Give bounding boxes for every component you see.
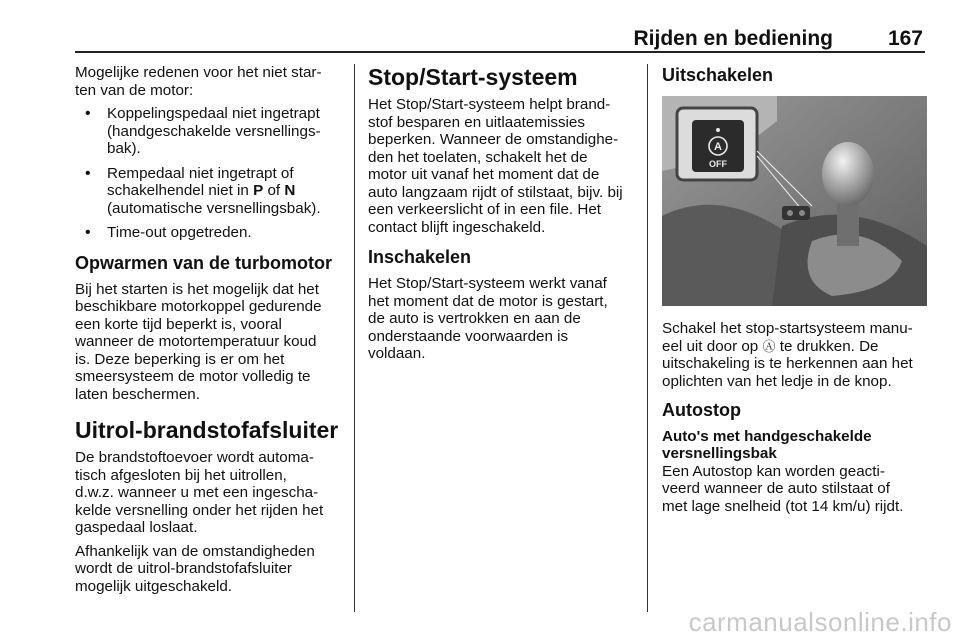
disable-paragraph xyxy=(662,320,927,390)
column-1 xyxy=(75,64,343,601)
text-line: beschikbare motorkoppel gedurende xyxy=(75,298,322,315)
text-line: contact blijft ingeschakeld. xyxy=(368,218,546,236)
fuel-paragraph-1 xyxy=(75,449,343,537)
intro-paragraph xyxy=(75,64,343,99)
text-line: smeersysteem de motor volledig te xyxy=(75,368,311,385)
text-line: Bij het starten is het mogelijk dat het xyxy=(75,280,319,298)
text-line: • Koppelingspedaal niet ingetrapt xyxy=(107,105,320,122)
text-line: stof besparen en uitlaatemissies xyxy=(368,113,585,131)
page-header xyxy=(75,0,925,52)
section-heading: Opwarmen van de turbomotor xyxy=(75,252,333,273)
text-line: auto langzaam rijdt of stilstaat, bijv. bij xyxy=(368,183,623,201)
text-line: kelde versnelling onder het rijden het xyxy=(75,501,324,519)
header-title: Rijden en bediening xyxy=(633,27,833,50)
text-line: Afhankelijk van de omstandigheden xyxy=(75,542,315,560)
gear-p-label: P xyxy=(253,182,264,199)
enable-paragraph xyxy=(368,275,636,363)
section-heading: Uitrol-brandstofafsluiter xyxy=(75,417,339,443)
list-item xyxy=(75,105,343,158)
text-line: een korte tijd beperkt is, vooral xyxy=(75,315,282,333)
gear-n-label: N xyxy=(284,182,296,199)
text-line: met lage snelheid (tot 14 km/u) rijdt. xyxy=(662,497,904,515)
text-run: schakelhendel niet in xyxy=(107,182,254,199)
column-2 xyxy=(368,64,636,369)
text-line: versnellingsbak xyxy=(662,445,777,462)
text-line: wordt de uitrol-brandstofafsluiter xyxy=(75,560,292,577)
text-line: (handgeschakelde versnellings- xyxy=(107,122,321,140)
gear-shift-illustration xyxy=(662,96,927,306)
text-line: De brandstoftoevoer wordt automa- xyxy=(75,449,314,466)
text-line: tisch afgesloten bij het uitrollen, xyxy=(75,466,287,484)
reasons-list xyxy=(75,105,343,242)
section-heading: Inschakelen xyxy=(368,247,472,267)
text-line: ten van de motor: xyxy=(75,81,194,99)
text-line: bak). xyxy=(107,140,141,157)
column-divider xyxy=(647,64,648,612)
text-line xyxy=(662,338,927,356)
svg-text:A: A xyxy=(714,141,722,153)
text-line: (automatische versnellingsbak). xyxy=(107,199,321,217)
text-line: mogelijk uitgeschakeld. xyxy=(75,577,233,595)
text-line: oplichten van het ledje in de knop. xyxy=(662,372,892,390)
text-line: d.w.z. wanneer u met een ingescha- xyxy=(75,484,319,501)
text-run: of xyxy=(263,182,285,199)
text-line: wanneer de motortemperatuur koud xyxy=(75,333,317,350)
text-line: is. Deze beperking is er om het xyxy=(75,350,285,368)
text-line: Auto's met handgeschakelde xyxy=(662,427,872,445)
text-line: motor uit vanaf het moment dat de xyxy=(368,166,600,183)
text-line: laten beschermen. xyxy=(75,385,200,403)
text-line xyxy=(107,182,343,200)
stopstart-paragraph xyxy=(368,96,636,236)
watermark: carmanualsonline.info xyxy=(688,607,952,637)
stop-start-icon: Ⓐ xyxy=(762,338,776,354)
gear-shift-photo xyxy=(662,96,927,306)
text-line: onderstaande voorwaarden is xyxy=(368,327,569,345)
sub-heading xyxy=(662,428,927,463)
text-line: • Time-out opgetreden. xyxy=(107,224,252,241)
text-line: Het Stop/Start-systeem helpt brand- xyxy=(368,96,611,113)
text-line: de auto is vertrokken en aan de xyxy=(368,310,581,327)
text-line: veerd wanneer de auto stilstaat of xyxy=(662,480,890,497)
text-run: te drukken. De xyxy=(775,337,879,355)
text-line: • Rempedaal niet ingetrapt of xyxy=(107,164,294,182)
section-heading: Uitschakelen xyxy=(662,65,774,85)
list-item xyxy=(75,224,343,242)
list-item xyxy=(75,165,343,218)
page-number: 167 xyxy=(887,27,923,50)
column-3 xyxy=(662,64,927,521)
text-line: voldaan. xyxy=(368,345,426,362)
text-line: Het Stop/Start-systeem werkt vanaf xyxy=(368,275,607,292)
fuel-paragraph-2 xyxy=(75,543,343,596)
text-line: gaspedaal loslaat. xyxy=(75,519,198,536)
text-line: beperken. Wanneer de omstandighe- xyxy=(368,131,619,148)
text-line: Een Autostop kan worden geacti- xyxy=(662,462,885,480)
text-run: eel uit door op xyxy=(662,337,763,355)
text-line: het moment dat de motor is gestart, xyxy=(368,292,608,310)
text-line: Mogelijke redenen voor het niet star- xyxy=(75,64,322,81)
column-divider xyxy=(354,64,355,612)
section-heading: Autostop xyxy=(662,400,741,420)
autostop-paragraph xyxy=(662,463,927,516)
text-line: Schakel het stop-startsysteem manu- xyxy=(662,320,913,337)
warmup-paragraph xyxy=(75,281,343,404)
off-button-label: OFF xyxy=(709,159,727,169)
text-line: een verkeerslicht of in een file. Het xyxy=(368,201,601,218)
text-line: den het toelaten, schakelt het de xyxy=(368,148,588,166)
header-rule xyxy=(75,51,925,53)
text-line: uitschakeling is te herkennen aan het xyxy=(662,355,913,372)
section-heading: Stop/Start-systeem xyxy=(368,64,578,90)
